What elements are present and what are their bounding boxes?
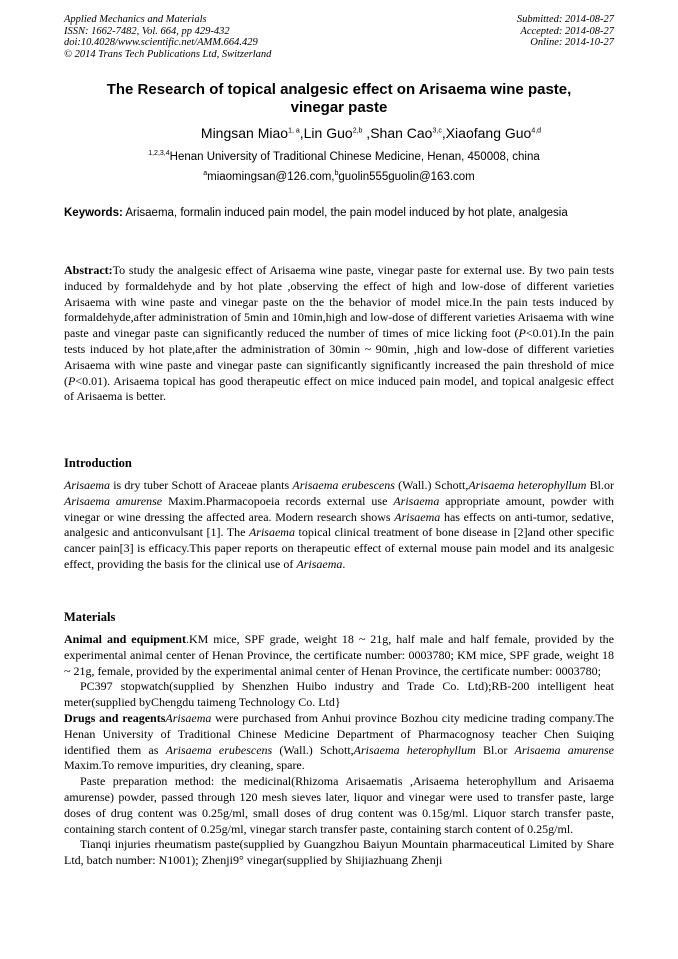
- intro-text: Maxim.Pharmacopoeia records external use: [162, 493, 394, 508]
- author-name: ,Lin Guo: [299, 125, 353, 141]
- intro-text: appropriate amount, powder with vinegar or wine dressing the affected area. Modern research shows: [64, 493, 614, 524]
- author-list: [64, 124, 614, 142]
- species-name: Arisaema: [248, 525, 295, 540]
- abstract-text: <0.01).In the pain tests induced by hot plate,after the administration of 30min ~ 90min, ,high and low-dose of different varieties Arisaema with wine paste and vinegar paste can significantly significantly increased the pain threshold of mice (: [64, 326, 614, 388]
- abstract-label: Abstract:: [64, 263, 113, 277]
- equipment-paragraph: PC397 stopwatch(supplied by Shenzhen Huibo industry and Trade Co. Ltd);RB-200 intelligent heat meter(supplied byChengdu taimeng Technology Co. Ltd}: [64, 679, 614, 710]
- p-symbol: P: [68, 373, 76, 388]
- affiliation: [64, 150, 614, 164]
- animal-equipment-paragraph: [64, 632, 614, 679]
- paragraph-text: (Wall.) Schott,: [272, 742, 354, 757]
- author-emails: [64, 170, 614, 184]
- section-heading-introduction: Introduction: [64, 456, 132, 470]
- species-name: Arisaema: [394, 509, 441, 524]
- species-name: Arisaema: [165, 710, 212, 725]
- author-marker: 2,b: [352, 127, 363, 135]
- drugs-reagents-paragraph: [64, 711, 614, 774]
- keywords: [64, 205, 614, 221]
- paragraph-text: Bl.or: [475, 742, 515, 757]
- species-name: Arisaema erubescens: [165, 742, 273, 757]
- author-name: ,Shan Cao: [362, 125, 433, 141]
- intro-text: (Wall.) Schott,: [394, 478, 469, 492]
- journal-header: [64, 14, 271, 60]
- journal-doi: doi:10.4028/www.scientific.net/AMM.664.429: [64, 37, 258, 48]
- species-name: Arisaema: [296, 556, 343, 571]
- species-name: Arisaema erubescens: [292, 478, 395, 492]
- email-marker: b: [334, 170, 339, 178]
- species-name: Arisaema heterophyllum: [353, 742, 476, 757]
- keywords-text: Arisaema, formalin induced pain model, the pain model induced by hot plate, analgesia: [122, 207, 568, 219]
- intro-text: .: [342, 556, 346, 571]
- abstract-text: <0.01). Arisaema topical has good therapeutic effect on mice induced pain model, and topical analgesic effect of Arisaema is better.: [64, 373, 614, 404]
- title-line-1: The Research of topical analgesic effect on Arisaema wine paste,: [106, 81, 572, 98]
- introduction-paragraph: [64, 478, 614, 573]
- p-symbol: P: [518, 326, 526, 341]
- abstract: [64, 263, 614, 405]
- species-name: Arisaema amurense: [514, 742, 614, 757]
- species-name: Arisaema: [393, 493, 440, 508]
- subsection-label: Animal and equipment: [64, 632, 186, 646]
- paragraph-text: were purchased from Anhui province Bozhou city medicine trading company.The Henan University of Traditional Chinese Medicine Department of Pharmacognosy teacher Chen Suiqing identified them as: [64, 710, 614, 757]
- abstract-text: To study the analgesic effect of Arisaema wine paste, vinegar paste for external use. By two pain tests induced by formaldehyde and by hot plate ,observing the effect of high and low-dose of different varieties Arisaema with wine paste and vinegar paste on the the behavior of model mice.In the pain tests induced by formaldehyde,after administration of 5min and 10min,high and low-dose of different varieties Arisaema with wine paste and vinegar paste can significantly reduced the number of times of mice licking foot (: [64, 263, 614, 341]
- paper-title: [64, 81, 614, 117]
- journal-copyright: © 2014 Trans Tech Publications Ltd, Switzerland: [64, 48, 272, 60]
- species-name: Arisaema heterophyllum: [468, 478, 587, 492]
- keywords-label: Keywords:: [64, 207, 123, 219]
- species-name: Arisaema: [64, 478, 110, 492]
- paste-preparation-paragraph: Paste preparation method: the medicinal(Rhizoma Arisaematis ,Arisaema heterophyllum and Arisaema amurense) powder, passed through 120 mesh sieves later, liquor and vinegar were used to transfer paste, large doses of drug content was 0.25g/ml, small doses of drug content was 0.15g/ml. Liquor starch transfer paste, containing starch content of 0.25g/ml, vinegar starch transfer paste, containing starch content of 0.25g/ml.: [64, 774, 614, 836]
- author-marker: 3,c: [432, 127, 442, 135]
- journal-issn: ISSN: 1662-7482, Vol. 664, pp 429-432: [64, 25, 230, 37]
- intro-text: topical clinical treatment of bone disease in [2]and other specific cancer pain[3] is efficacy.This paper reports on therapeutic effect of external mouse pain model and its analgesic effect, providing the basis for the clinical use of: [64, 525, 614, 571]
- tianqi-paragraph: Tianqi injuries rheumatism paste(supplied by Guangzhou Baiyun Mountain pharmaceutical Limited by Share Ltd, batch number: N1001); Zhenji9° vinegar(supplied by Shijiazhuang Zhenji: [64, 837, 614, 868]
- intro-text: Bl.or: [586, 478, 614, 492]
- email-marker: a: [203, 170, 208, 178]
- intro-text: has effects on anti-tumor, sedative, analgesic and anticonvulsant [1]. The: [64, 509, 614, 540]
- section-heading-materials: Materials: [64, 610, 116, 624]
- affiliation-text: Henan University of Traditional Chinese Medicine, Henan, 450008, china: [169, 151, 540, 163]
- accepted-date: Accepted: 2014-08-27: [520, 25, 614, 37]
- journal-name: Applied Mechanics and Materials: [64, 14, 207, 25]
- author-name: ,Xiaofang Guo: [441, 125, 532, 141]
- email-link[interactable]: guolin555guolin@163.com: [338, 171, 475, 183]
- author-marker: 1, a: [288, 127, 300, 135]
- title-line-2: vinegar paste: [290, 99, 388, 116]
- online-date: Online: 2014-10-27: [530, 37, 614, 48]
- paragraph-text: .KM mice, SPF grade, weight 18 ~ 21g, half male and half female, provided by the experimental animal center of Henan Province, the certificate number: 0003780; KM mice, SPF grade, weight 18 ~ 21g, female, provided by the experimental animal center of Henan Province, the certificate number: 0003780;: [64, 632, 614, 678]
- subsection-label: Drugs and reagents: [64, 710, 166, 725]
- paragraph-text: Maxim.To remove impurities, dry cleaning, spare.: [64, 758, 305, 773]
- intro-text: is dry tuber Schott of Araceae plants: [110, 478, 293, 492]
- email-link[interactable]: miaomingsan@126.com,: [207, 171, 335, 183]
- dates-header: [517, 14, 614, 49]
- author-name: Mingsan Miao: [200, 125, 289, 141]
- affiliation-marker: 1,2,3,4: [148, 150, 170, 158]
- species-name: Arisaema amurense: [64, 493, 163, 508]
- author-marker: 4,d: [531, 127, 542, 135]
- submitted-date: Submitted: 2014-08-27: [516, 14, 614, 25]
- materials-section: [64, 632, 614, 869]
